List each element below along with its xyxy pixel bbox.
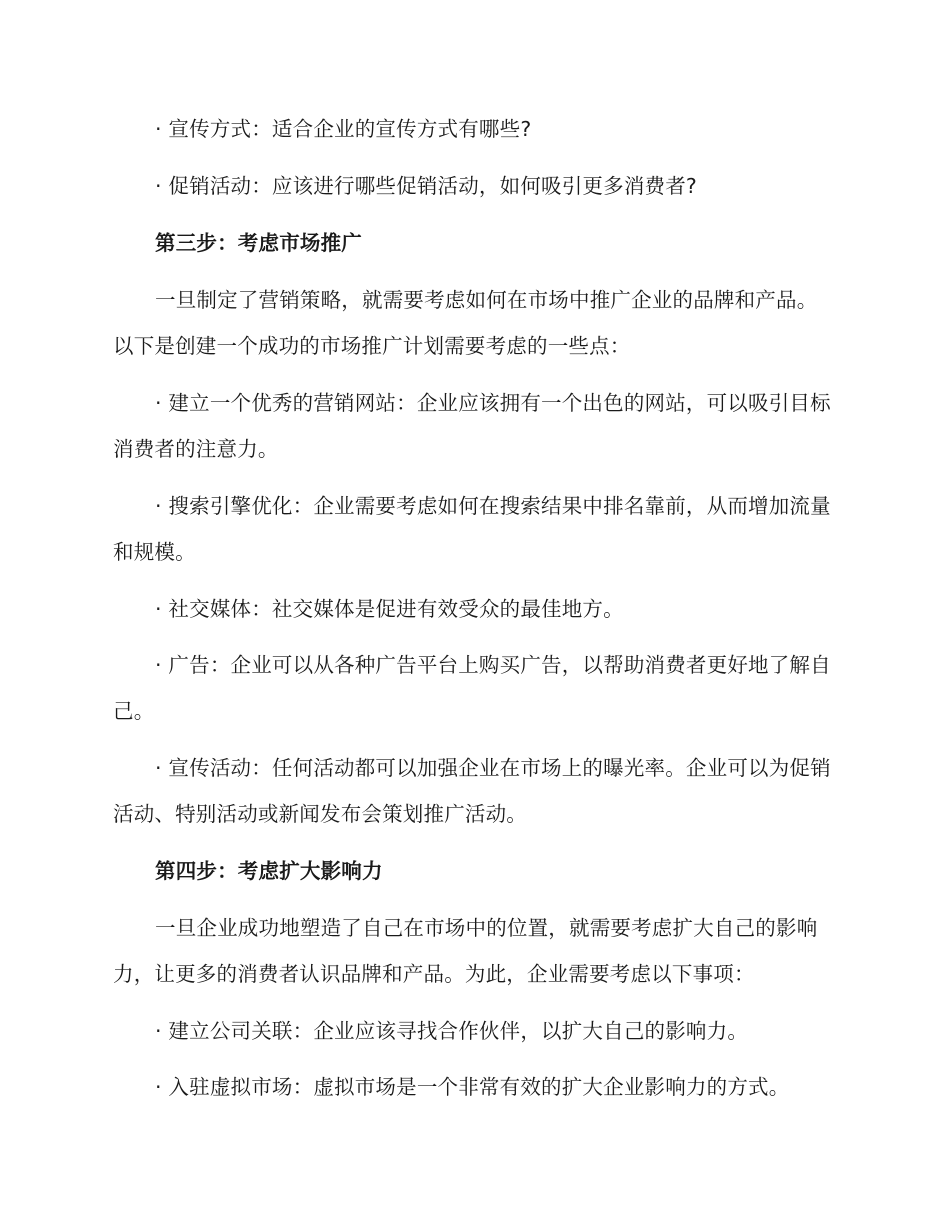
bullet-social-media: · 社交媒体：社交媒体是促进有效受众的最佳地方。 <box>155 597 624 621</box>
bullet-publicity-events: · 宣传活动：任何活动都可以加强企业在市场上的曝光率。企业可以为促销活动、特别活动或新闻发布会策划推广活动。 <box>113 756 831 826</box>
bullet-advertising: · 广告：企业可以从各种广告平台上购买广告，以帮助消费者更好地了解自己。 <box>113 653 831 723</box>
bullet-company-partnerships: · 建立公司关联：企业应该寻找合作伙伴，以扩大自己的影响力。 <box>155 1019 749 1043</box>
section-heading-step-four: 第四步：考虑扩大影响力 <box>155 859 383 883</box>
bullet-marketing-website: · 建立一个优秀的营销网站：企业应该拥有一个出色的网站，可以吸引目标消费者的注意力。 <box>113 391 831 461</box>
bullet-virtual-market: · 入驻虚拟市场：虚拟市场是一个非常有效的扩大企业影响力的方式。 <box>155 1075 790 1099</box>
bullet-promotion-activities: · 促销活动：应该进行哪些促销活动，如何吸引更多消费者? <box>155 174 698 198</box>
bullet-publicity-methods: · 宣传方式：适合企业的宣传方式有哪些? <box>155 117 532 141</box>
paragraph-market-promotion-intro: 一旦制定了营销策略，就需要考虑如何在市场中推广企业的品牌和产品。以下是创建一个成功的市场推广计划需要考虑的一些点： <box>113 288 818 358</box>
paragraph-expand-influence-intro: 一旦企业成功地塑造了自己在市场中的位置，就需要考虑扩大自己的影响力，让更多的消费者认识品牌和产品。为此，企业需要考虑以下事项： <box>113 916 818 986</box>
bullet-seo: · 搜索引擎优化：企业需要考虑如何在搜索结果中排名靠前，从而增加流量和规模。 <box>113 494 831 564</box>
section-heading-step-three: 第三步：考虑市场推广 <box>155 231 362 255</box>
